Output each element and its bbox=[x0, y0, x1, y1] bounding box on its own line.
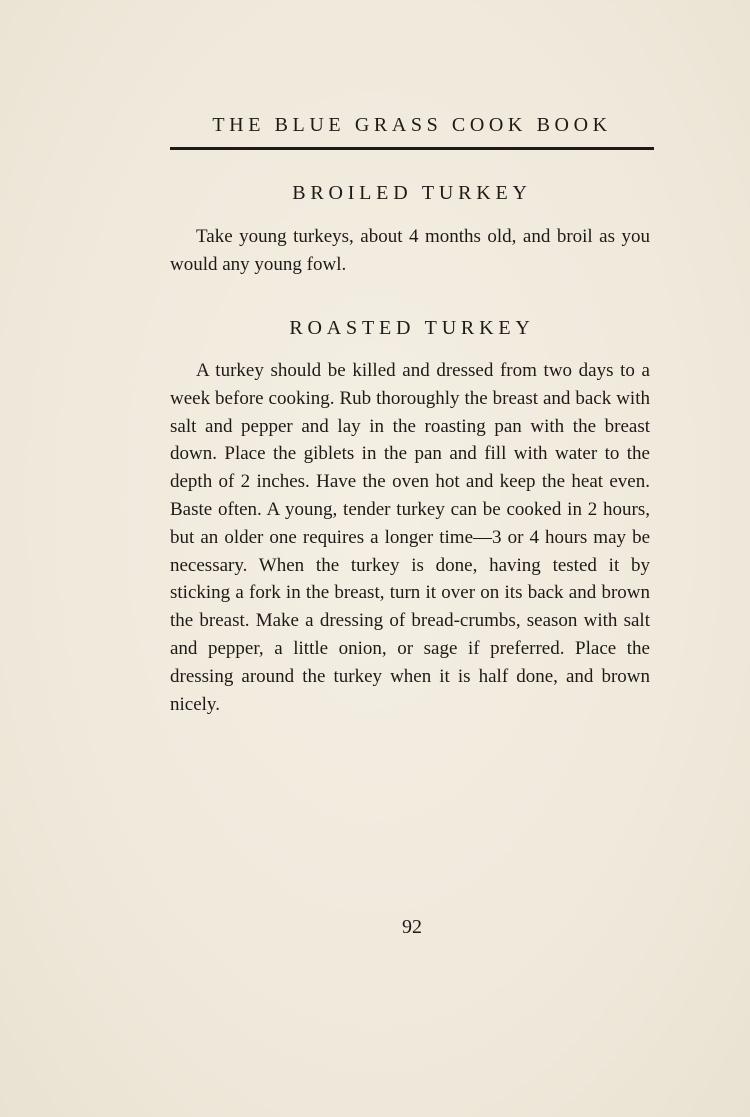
section-title-roasted-turkey: ROASTED TURKEY bbox=[289, 317, 535, 339]
section-title-broiled-turkey: BROILED TURKEY bbox=[292, 182, 532, 204]
running-head: THE BLUE GRASS COOK BOOK bbox=[212, 114, 612, 136]
recipe-text-roasted-turkey: A turkey should be killed and dressed from two days to a week before cooking. Rub thoroughly the breast and back with salt and pepper and lay in the roasting pan with the breast down. Place the giblets in the pan and fill with water to the depth of 2 inches. Have the oven hot and keep the heat even. Baste often. A young, tender turkey can be cooked in 2 hours, but an older one requires a longer time—3 or 4 hours may be necessary. When the turkey is done, having tested it by sticking a fork in the breast, turn it over on its back and brown the breast. Make a dressing of bread-crumbs, season with salt and pepper, a little onion, or sage if preferred. Place the dressing around the turkey when it is half done, and brown nicely. bbox=[170, 360, 650, 715]
header-rule bbox=[170, 147, 654, 150]
recipe-text-broiled-turkey: Take young turkeys, about 4 months old, and broil as you would any young fowl. bbox=[170, 226, 650, 275]
page-number: 92 bbox=[402, 916, 422, 938]
